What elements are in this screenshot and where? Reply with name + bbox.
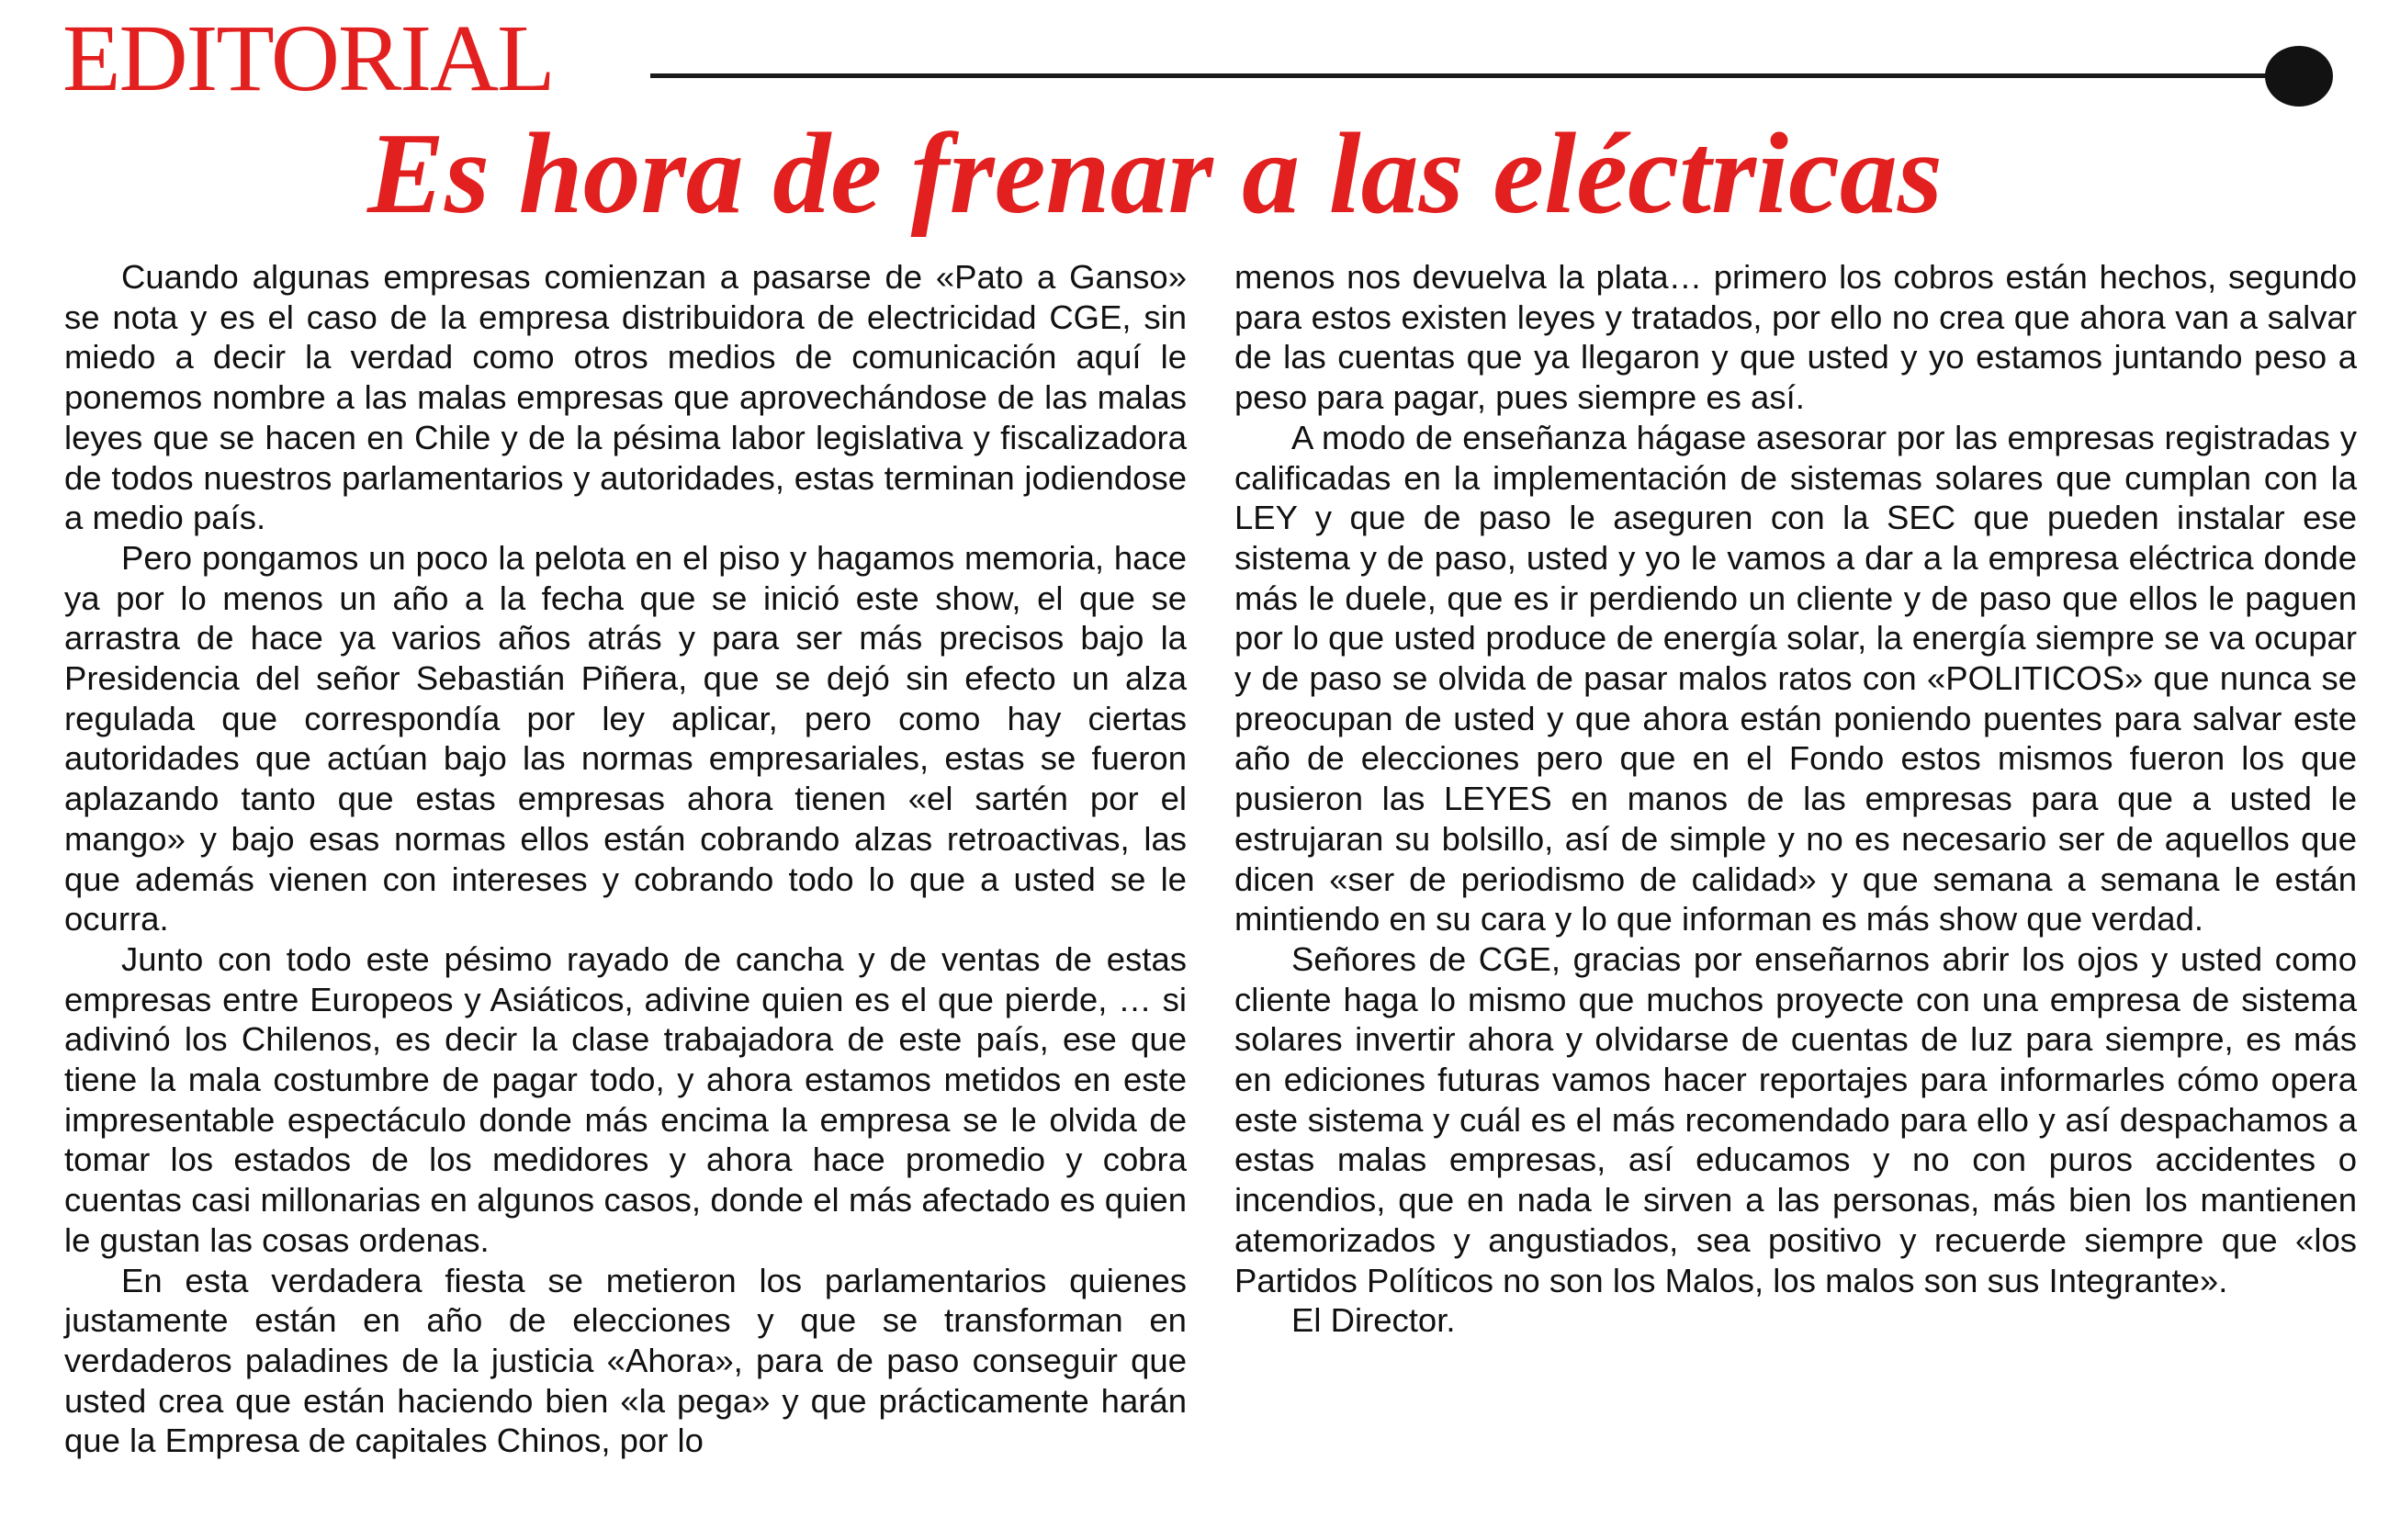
section-label: EDITORIAL (62, 6, 554, 111)
article-column-left (64, 257, 1187, 1524)
author-signature: El Director. (1291, 1301, 1456, 1340)
article-paragraph: En esta verdadera fiesta se metieron los parlamentarios quienes justamente están en año de elecciones y que se transforman en verdaderos paladines de la justicia «Ahora», para de paso conseguir que usted crea que están haciendo bien «la pega» y que prácticamente harán que la Empresa de capitales Chinos, por lo (64, 1261, 1187, 1460)
article-body (64, 257, 2357, 1524)
article-paragraph-continuation: menos nos devuelva la plata… primero los cobros están hechos, segundo para estos existen leyes y tratados, por ello no crea que ahora van a salvar de las cuentas que ya llegaron y que usted y yo estamos juntando peso a peso para pagar, pues siempre es así. (1234, 258, 2357, 417)
article-paragraph: Señores de CGE, gracias por enseñarnos abrir los ojos y usted como cliente haga lo mismo que muchos proyecte con una empresa de sistema solares invertir ahora y olvidarse de cuentas de luz para siempre, es más en ediciones futuras vamos hacer reportajes para informarles cómo opera este sistema y cuál es el más recomendado para ello y así despachamos a estas malas empresas, así educamos y no con puros accidentes o incendios, que en nada le sirven a las personas, más bien los mantienen atemorizados y angustiados, sea positivo y recuerde siempre que «los Partidos Políticos no son los Malos, los malos son sus Integrante». (1234, 939, 2357, 1299)
article-column-right (1234, 257, 2357, 1524)
article-paragraph: Cuando algunas empresas comienzan a pasarse de «Pato a Ganso» se nota y es el caso de la empresa distribuidora de electricidad CGE, sin miedo a decir la verdad como otros medios de comunicación aquí le ponemos nombre a las malas empresas que aprovechándose de las malas leyes que se hacen en Chile y de la pésima labor legislativa y fiscalizadora de todos nuestros parlamentarios y autoridades, estas terminan jodiendose a medio país. (64, 258, 1187, 537)
article-paragraph: A modo de enseñanza hágase asesorar por las empresas registradas y calificadas en la implementación de sistemas solares que cumplan con la LEY y que de paso le aseguren con la SEC que pueden instalar ese sistema y de paso, usted y yo le vamos a dar a la empresa eléctrica donde más le duele, que es ir perdiendo un cliente y de paso que ellos le paguen por lo que usted produce de energía solar, la energía siempre se va ocupar y de paso se olvida de pasar malos ratos con «POLITICOS» que nunca se preocupan de usted y que ahora están poniendo puentes para salvar este año de elecciones pero que en el Fondo estos mismos fueron los que pusieron las LEYES en manos de las empresas para que a usted le estrujaran su bolsillo, así de simple y no es necesario ser de aquellos que dicen «ser de periodismo de calidad» y que semana a semana le están mintiendo en su cara y lo que informan es más show que verdad. (1234, 418, 2357, 939)
headline: Es hora de frenar a las eléctricas (367, 110, 1943, 238)
bullet-dot-icon (2265, 46, 2333, 107)
article-paragraph: Pero pongamos un poco la pelota en el piso y hagamos memoria, hace ya por lo menos un año a la fecha que se inició este show, el que se arrastra de hace ya varios años atrás y para ser más precisos bajo la Presidencia del señor Sebastián Piñera, que se dejó sin efecto un alza regulada que correspondía por ley aplicar, pero como hay ciertas autoridades que actúan bajo las normas empresariales, estas se fueron aplazando tanto que estas empresas ahora tienen «el sartén por el mango» y bajo esas normas ellos están cobrando alzas retroactivas, las que además vienen con intereses y cobrando todo lo que a usted se le ocurra. (64, 538, 1187, 939)
section-divider-line (650, 73, 2294, 78)
article-paragraph: Junto con todo este pésimo rayado de cancha y de ventas de estas empresas entre Europeos y Asiáticos, adivine quien es el que pierde, … si adivinó los Chilenos, es decir la clase trabajadora de este país, ese que tiene la mala costumbre de pagar todo, y ahora estamos metidos en este impresentable espectáculo donde más encima la empresa se le olvida de tomar los estados de los medidores y ahora hace promedio y cobra cuentas casi millonarias en algunos casos, donde el más afectado es quien le gustan las cosas ordenas. (64, 939, 1187, 1259)
